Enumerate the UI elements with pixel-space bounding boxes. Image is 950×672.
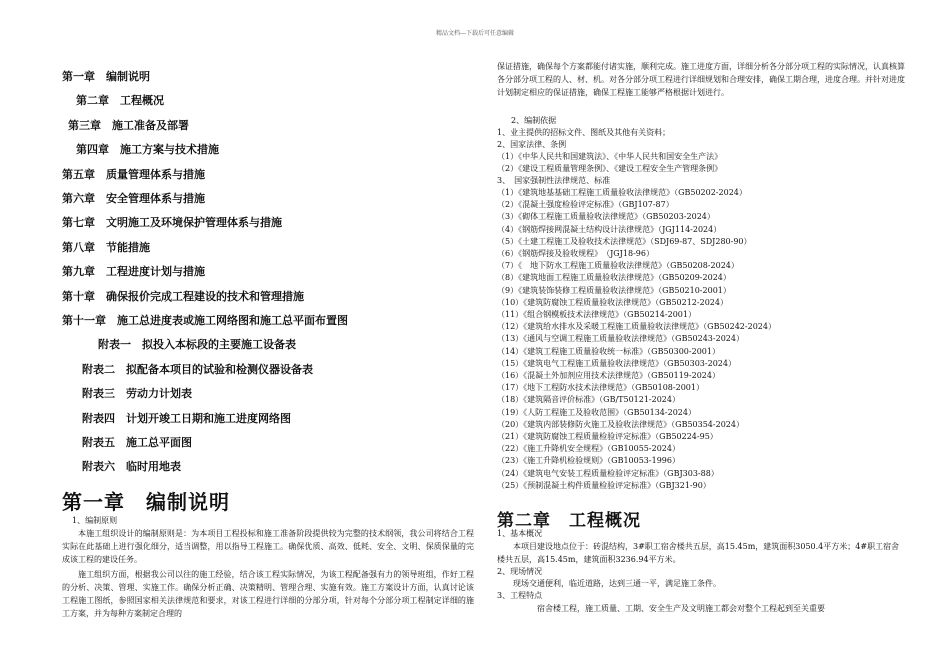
- chapter1-subheading: 1、编制原则: [72, 516, 118, 525]
- toc-entry: 第三章 施工准备及部署: [68, 118, 189, 132]
- law-item: （2）《建设工程质量管理条例》、《建设工程安全生产管理条例》: [497, 164, 723, 173]
- standard-item: （12）《建筑给水排水及采暖工程施工质量验收法律规范》（GB50242-2024）: [497, 322, 776, 332]
- toc-entry: 第九章 工程进度计划与措施: [62, 265, 205, 279]
- toc-entry: 附表一 拟投入本标段的主要施工设备表: [98, 338, 296, 352]
- standard-item: （5）《土建工程施工及验收技术法律规范》（SDJ69-87、SDJ280-90）: [497, 236, 752, 246]
- page-header: 精品文档---下载后可任意编辑: [435, 30, 515, 37]
- standard-item: （3）《砌体工程施工质量验收法律规范》（GB50203-2024）: [497, 212, 715, 222]
- basis-item-1: 1、业主提供的招标文件、图纸及其他有关资料；: [497, 128, 671, 137]
- standard-item: （10）《建筑防腐蚀工程质量验收法律规范》（GB50212-2024）: [497, 297, 728, 307]
- section-paragraph: 宿舍楼工程，施工质量、工期、安全生产及文明施工都会对整个工程起到至关重要: [537, 604, 825, 613]
- section-heading: 1、基本概况: [497, 529, 543, 538]
- standard-item: （8）《建筑地面工程施工质量验收法律规范》（GB50209-2024）: [497, 273, 731, 283]
- chapter1-paragraph-1: 本施工组织设计的编制原则是：为本项目工程投标和施工准备阶段提供较为完整的技术纲领，我公司将结合工程实际在此基础上进行强化细分，适当调整，用以指导工程施工。确保优质、高效、低耗、安全、文明、保质保量的完成该工程的建设任务。: [62, 529, 474, 564]
- chapter1-title: 第一章 编制说明: [62, 490, 230, 514]
- toc-entry: 第二章 工程概况: [76, 94, 164, 108]
- section-heading: 3、工程特点: [497, 591, 543, 600]
- toc-entry: 第十一章 施工总进度表或施工网络图和施工总平面布置图: [62, 314, 348, 327]
- standard-item: （14）《建筑工程施工质量验收统一标准》（GB50300-2001）: [497, 346, 720, 356]
- section-paragraph: 现场交通便利，临近道路，达到三通一平，满足施工条件。: [513, 579, 721, 588]
- standard-item: （25）《预制混凝土构件质量检验评定标准》（GBJ321-90）: [497, 480, 711, 490]
- standard-item: （13）《通风与空调工程施工质量验收法律规范》（GB50243-2024）: [497, 334, 744, 344]
- toc-entry: 附表四 计划开竣工日期和施工进度网络图: [82, 411, 291, 425]
- chapter1-paragraph-2: 施工组织方面，根据我公司以往的施工经验，结合该工程实际情况，为该工程配备强有力的领导班组，作好工程的分析、决策、管理、实施工作。确保分析正确、决策精明、管理合理、实施有效。施工方案设计方面，认真讨论该工程施工图纸，参照国家相关法律规范和要求，对该工程进行详细的分部分项，针对每个分部分项工程制定详细的施工方案，并为每种方案制定合理的: [62, 570, 474, 618]
- chapter2-title: 第二章 工程概况: [497, 511, 641, 531]
- standard-item: （7）《 地下防水工程施工质量验收法律规范》（GB50208-2024）: [497, 261, 739, 271]
- continued-paragraph: 保证措施，确保每个方案都能付诸实施，顺利完成。施工进度方面，详细分析各分部分项工程的实际情况，认真核算各分部分项工程的人、材、机。对各分部分项工程进行详细规划和合理安排，确保工期合理，进度合理。并针对进度计划制定相应的保证措施，确保工程施工能够严格根据计划进行。: [497, 62, 905, 97]
- standard-item: （4）《钢筋焊接网混凝土结构设计法律规范》（JGJ114-2024）: [497, 224, 722, 234]
- toc-entry: 第五章 质量管理体系与措施: [62, 167, 205, 181]
- basis-item-3: 3、 国家强制性法律规范、标准: [497, 176, 611, 185]
- standard-item: （21）《建筑防腐蚀工程质量检验评定标准》（GB50224-95）: [497, 432, 718, 441]
- standard-item: （23）《施工升降机检验规则》（GB10053-1996）: [497, 456, 680, 466]
- toc-entry: 第六章 安全管理体系与措施: [62, 192, 205, 205]
- toc-entry: 第四章 施工方案与技术措施: [76, 143, 219, 157]
- standard-item: （18）《建筑隔音评价标准》（GB/T50121-2024）: [497, 395, 680, 405]
- section-paragraph: 本项目建设地点位于：砖混结构，3#职工宿舍楼共五层，高15.45m，建筑面积3050.4平方米；4#职工宿舍楼共五层，高15.45m，建筑面积3236.94平方米。: [497, 542, 900, 564]
- standard-item: （15）《建筑电气工程施工质量验收法律规范》（GB50303-2024）: [497, 358, 736, 368]
- standard-item: （1）《建筑地基基础工程施工质量验收法律规范》（GB50202-2024）: [497, 188, 747, 197]
- standard-item: （16）《混凝土外加剂应用技术法律规范》（GB50119-2024）: [497, 371, 720, 380]
- basis-item-2: 2、国家法律、条例: [497, 140, 567, 149]
- standard-item: （6）《钢筋焊接及验收规程》 （JGJ18-96）: [497, 249, 654, 258]
- toc-entry: 附表三 劳动力计划表: [82, 387, 192, 401]
- basis-heading: 2、编制依据: [511, 116, 557, 125]
- toc-entry: 附表二 拟配备本项目的试验和检测仪器设备表: [82, 362, 313, 376]
- section-heading: 2、现场情况: [497, 567, 543, 576]
- toc-entry: 附表五 施工总平面图: [82, 436, 192, 449]
- toc-entry: 第一章 编制说明: [62, 70, 150, 83]
- toc-entry: 附表六 临时用地表: [82, 460, 181, 474]
- standard-item: （11）《组合钢模板技术法律规范》（GB50214-2001）: [497, 310, 696, 319]
- toc-entry: 第七章 文明施工及环境保护管理体系与措施: [62, 216, 282, 230]
- standard-item: （19）《人防工程施工及验收范围》（GB50134-2024）: [497, 407, 696, 417]
- law-item: （1）《中华人民共和国建筑法》、《中华人民共和国安全生产法》: [497, 152, 723, 161]
- standard-item: （9）《建筑装饰装修工程质量验收法律规范》（GB50210-2001）: [497, 285, 731, 295]
- standard-item: （17）《地下工程防水技术法律规范》（GB50108-2001）: [497, 383, 704, 393]
- toc-entry: 第十章 确保报价完成工程建设的技术和管理措施: [62, 289, 304, 303]
- standard-item: （2）《混凝土强度检验评定标准》（GBJ107-87）: [497, 200, 674, 210]
- standard-item: （24）《建筑电气安装工程质量检验评定标准》（GBJ303-88）: [497, 468, 719, 478]
- standard-item: （20）《建筑内部装修防火施工及验收法律规范》（GB50354-2024）: [497, 419, 744, 429]
- standard-item: （22）《施工升降机安全规程》（GB10055-2024）: [497, 444, 680, 454]
- toc-entry: 第八章 节能措施: [62, 240, 150, 254]
